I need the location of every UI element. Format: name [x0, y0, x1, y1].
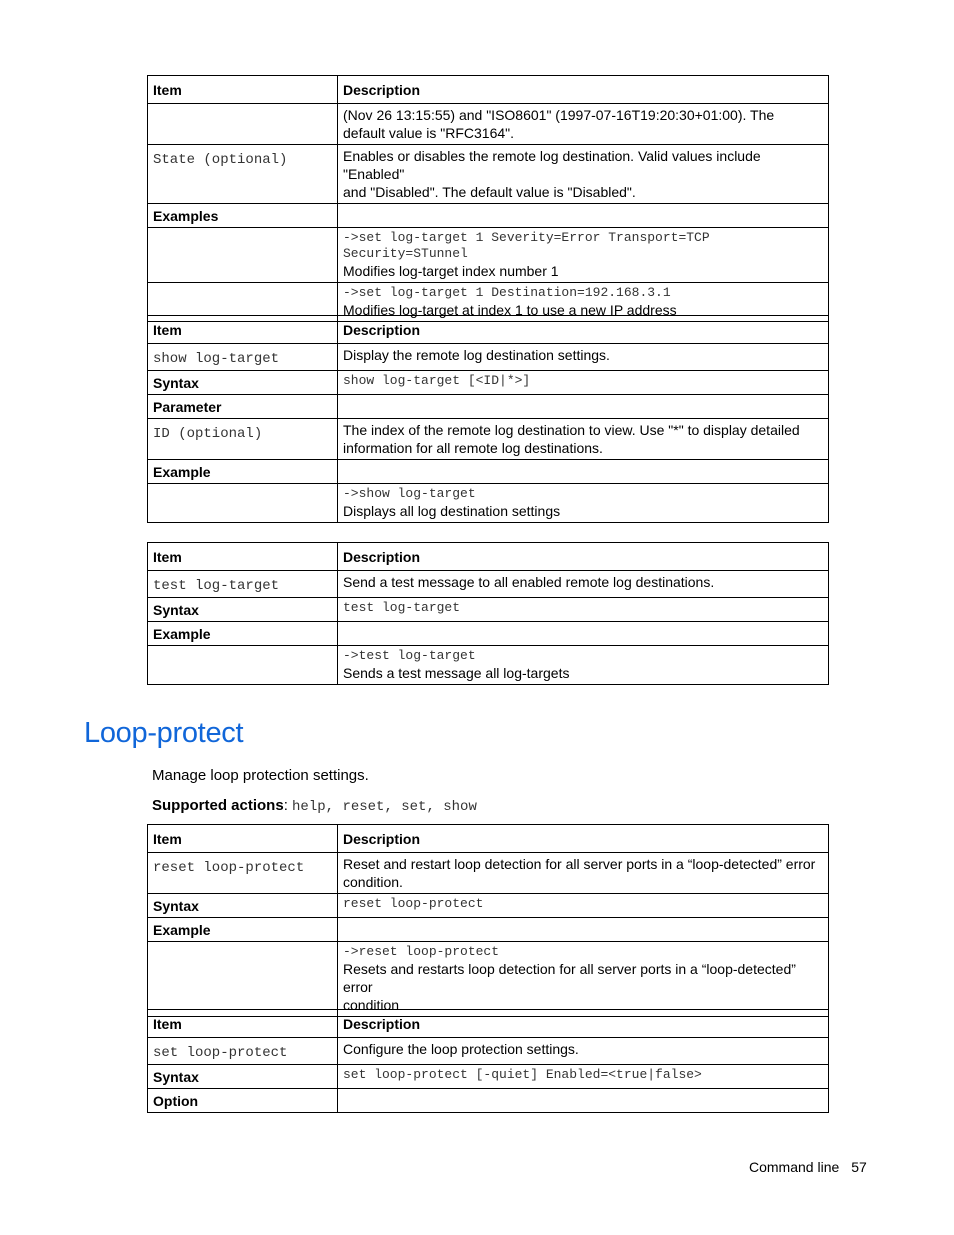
code-example: test log-target: [343, 600, 461, 615]
section-row: [148, 622, 829, 646]
page-number: 57: [851, 1159, 867, 1175]
description-text: (Nov 26 13:15:55) and "ISO8601" (1997-07-16T19:20:30+01:00). The: [343, 107, 775, 123]
section-label: Example: [148, 460, 338, 484]
table-row: [148, 145, 829, 204]
description-cell: [338, 1065, 829, 1089]
table-row: [148, 853, 829, 894]
item-cell: test log-target: [148, 571, 338, 598]
description-cell: [338, 598, 829, 622]
description-cell: [338, 145, 829, 204]
footer-chapter: Command line: [749, 1159, 840, 1175]
reset-loop-protect-table: [147, 824, 829, 1017]
table-row: [148, 104, 829, 145]
table-row: [148, 646, 829, 685]
description-text: condition.: [343, 874, 403, 890]
option-table-continued: [147, 75, 829, 322]
description-text: information for all remote log destinations.: [343, 440, 603, 456]
item-cell: show log-target: [148, 344, 338, 371]
table-header-row: [148, 825, 829, 853]
description-text: Display the remote log destination settings.: [343, 347, 610, 363]
section-label: Parameter: [148, 395, 338, 419]
code-example: show log-target [<ID|*>]: [343, 373, 531, 388]
code-example: ->set log-target 1 Destination=192.168.3.1: [343, 285, 671, 300]
table-row: [148, 344, 829, 371]
item-cell: [148, 228, 338, 283]
item-cell: set loop-protect: [148, 1038, 338, 1065]
supported-actions-colon: :: [283, 797, 288, 814]
table-row: [148, 484, 829, 523]
section-label: Syntax: [148, 1065, 338, 1089]
description-text: default value is "RFC3164".: [343, 125, 515, 141]
header-item: Item: [148, 316, 338, 344]
item-cell: reset loop-protect: [148, 853, 338, 894]
section-label: Option: [148, 1089, 338, 1113]
header-item: Item: [148, 825, 338, 853]
set-loop-protect-table: [147, 1009, 829, 1113]
description-text: The index of the remote log destination to view. Use "*" to display detailed: [343, 422, 800, 438]
show-log-target-table: [147, 315, 829, 523]
description-cell: [338, 484, 829, 523]
description-cell: [338, 622, 829, 646]
header-item: Item: [148, 543, 338, 571]
description-text: and "Disabled". The default value is "Disabled".: [343, 184, 636, 200]
section-title: Loop-protect: [84, 717, 244, 749]
supported-actions-list: help, reset, set, show: [292, 799, 477, 815]
code-example: ->set log-target 1 Severity=Error Transport=TCP: [343, 230, 710, 245]
description-text: Send a test message to all enabled remote log destinations.: [343, 574, 715, 590]
item-cell: State (optional): [148, 145, 338, 204]
description-text: Modifies log-target index number 1: [343, 263, 559, 279]
description-cell: [338, 571, 829, 598]
item-cell: [148, 646, 338, 685]
table-row: [148, 942, 829, 1017]
description-cell: [338, 104, 829, 145]
description-cell: [338, 1089, 829, 1113]
description-text: condition: [343, 997, 400, 1013]
header-description: Description: [338, 76, 829, 104]
description-cell: [338, 894, 829, 918]
description-cell: [338, 1038, 829, 1065]
description-cell: [338, 228, 829, 283]
code-example: ->reset loop-protect: [343, 944, 500, 959]
section-row: [148, 395, 829, 419]
section-row: [148, 460, 829, 484]
description-cell: [338, 419, 829, 460]
test-log-target-table: [147, 542, 829, 685]
section-row: [148, 894, 829, 918]
supported-actions-label: Supported actions: [152, 797, 284, 814]
section-label: Syntax: [148, 894, 338, 918]
code-example: Security=STunnel: [343, 246, 468, 261]
description-cell: [338, 918, 829, 942]
section-label: Syntax: [148, 371, 338, 395]
description-cell: [338, 853, 829, 894]
item-cell: [148, 484, 338, 523]
header-description: Description: [338, 316, 829, 344]
description-cell: [338, 371, 829, 395]
table-header-row: [148, 76, 829, 104]
description-cell: [338, 344, 829, 371]
description-text: Configure the loop protection settings.: [343, 1041, 579, 1057]
code-example: reset loop-protect: [343, 896, 484, 911]
code-example: ->test log-target: [343, 648, 476, 663]
header-item: Item: [148, 1010, 338, 1038]
section-row: [148, 598, 829, 622]
description-cell: [338, 646, 829, 685]
description-text: Enables or disables the remote log destination. Valid values include "Enabled": [343, 148, 761, 182]
section-row: [148, 1065, 829, 1089]
header-description: Description: [338, 543, 829, 571]
header-item: Item: [148, 76, 338, 104]
table-header-row: [148, 1010, 829, 1038]
table-header-row: [148, 543, 829, 571]
description-cell: [338, 395, 829, 419]
table-header-row: [148, 316, 829, 344]
section-row: [148, 204, 829, 228]
description-text: Resets and restarts loop detection for all server ports in a “loop-detected” error: [343, 961, 796, 995]
table-row: [148, 1038, 829, 1065]
supported-actions: [152, 797, 477, 815]
description-text: Displays all log destination settings: [343, 503, 561, 519]
section-intro: Manage loop protection settings.: [152, 767, 369, 784]
description-text: Reset and restart loop detection for all server ports in a “loop-detected” error: [343, 856, 816, 872]
section-label: Syntax: [148, 598, 338, 622]
header-description: Description: [338, 825, 829, 853]
item-cell: [148, 942, 338, 1017]
description-cell: [338, 460, 829, 484]
code-example: set loop-protect [-quiet] Enabled=<true|false>: [343, 1067, 702, 1082]
description-cell: [338, 204, 829, 228]
table-row: [148, 228, 829, 283]
code-example: ->show log-target: [343, 486, 476, 501]
header-description: Description: [338, 1010, 829, 1038]
section-row: [148, 918, 829, 942]
section-row: [148, 1089, 829, 1113]
section-label: Example: [148, 918, 338, 942]
section-label: Examples: [148, 204, 338, 228]
section-row: [148, 371, 829, 395]
item-cell: [148, 104, 338, 145]
section-label: Example: [148, 622, 338, 646]
description-text: Sends a test message all log-targets: [343, 665, 570, 681]
page-footer: [749, 1159, 867, 1175]
description-text: Modifies log-target at index 1 to use a new IP address: [343, 302, 677, 318]
table-row: [148, 571, 829, 598]
description-cell: [338, 942, 829, 1017]
item-cell: ID (optional): [148, 419, 338, 460]
table-row: [148, 419, 829, 460]
